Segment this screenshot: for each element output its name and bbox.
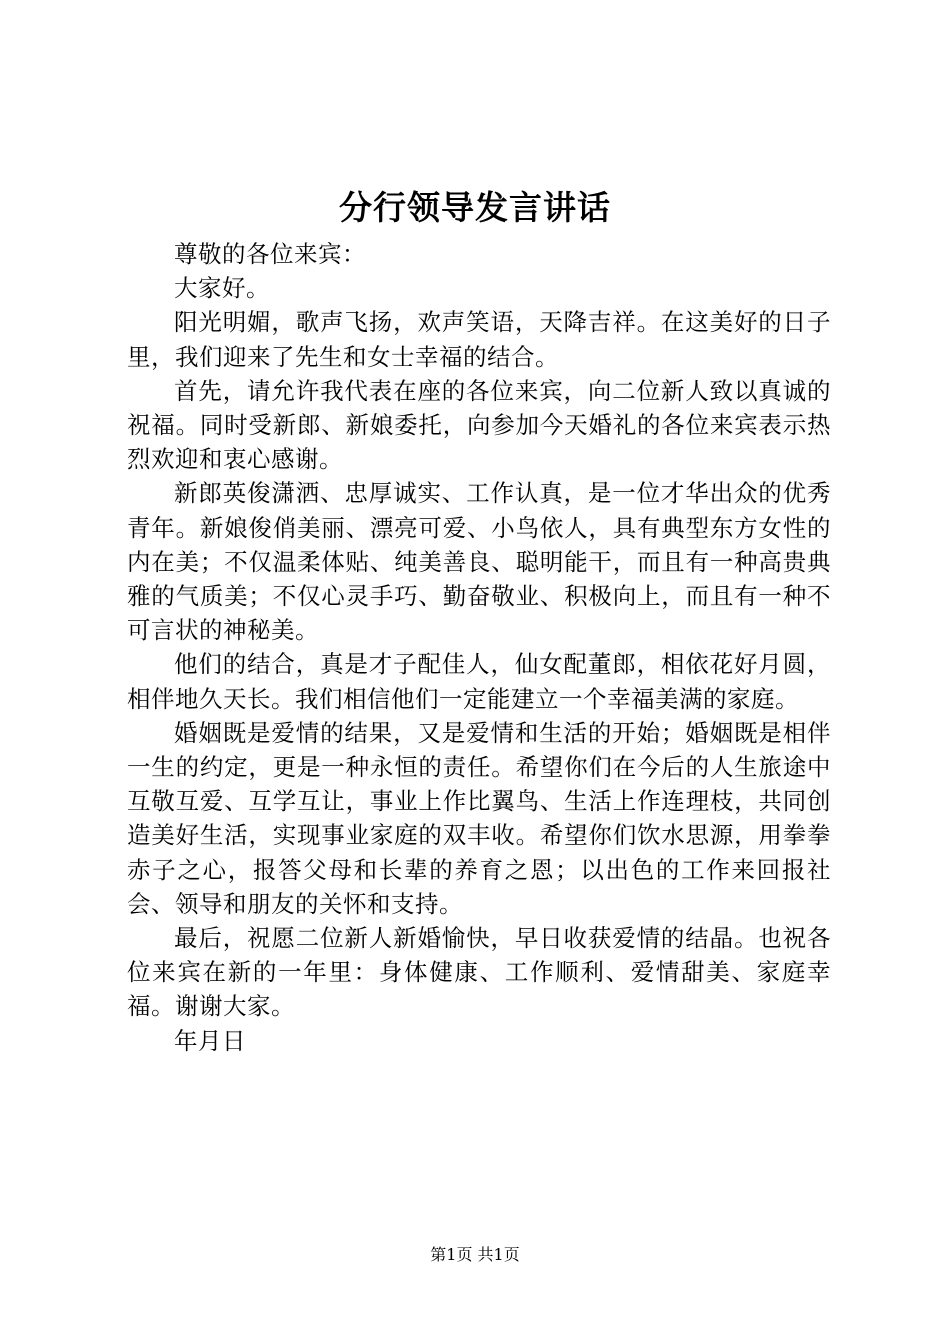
greeting: 大家好。 (174, 274, 270, 303)
paragraph-marriage-wishes: 婚姻既是爱情的结果，又是爱情和生活的开始；婚姻既是相伴一生的约定，更是一种永恒的责任。希望你们在今后的人生旅途中互敬互爱、互学互让，事业上作比翼鸟、生活上作连理枝，共同创造美好生活，实现事业家庭的双丰收。希望你们饮水思源，用拳拳赤子之心，报答父母和长辈的养育之恩；以出色的工作来回报社会、领导和朋友的关怀和支持。 (127, 718, 831, 918)
page-number: 第1页 (430, 1245, 473, 1264)
paragraph-blessing: 首先，请允许我代表在座的各位来宾，向二位新人致以真诚的祝福。同时受新郎、新娘委托，向参加今天婚礼的各位来宾表示热烈欢迎和衷心感谢。 (127, 376, 831, 474)
paragraph-union: 他们的结合，真是才子配佳人，仙女配董郎，相依花好月圆，相伴地久天长。我们相信他们一定能建立一个幸福美满的家庭。 (127, 650, 831, 713)
paragraph-closing: 最后，祝愿二位新人新婚愉快，早日收获爱情的结晶。也祝各位来宾在新的一年里：身体健康、工作顺利、爱情甜美、家庭幸福。谢谢大家。 (127, 924, 831, 1021)
salutation: 尊敬的各位来宾： (174, 240, 366, 268)
paragraph-couple-description: 新郎英俊潇洒、忠厚诚实、工作认真，是一位才华出众的优秀青年。新娘俊俏美丽、漂亮可爱、小鸟依人，具有典型东方女性的内在美；不仅温柔体贴、纯美善良、聪明能干，而且有一种高贵典雅的气质美；不仅心灵手巧、勤奋敬业、积极向上，而且有一种不可言状的神秘美。 (127, 479, 831, 645)
date-line: 年月日 (174, 1026, 246, 1055)
paragraph-opening: 阳光明媚，歌声飞扬，欢声笑语，天降吉祥。在这美好的日子里，我们迎来了先生和女士幸福的结合。 (127, 308, 831, 371)
page-footer (0, 1244, 950, 1266)
document-body (127, 237, 831, 1058)
page-total: 共1页 (477, 1245, 520, 1264)
document-title: 分行领导发言讲话 (339, 188, 611, 227)
